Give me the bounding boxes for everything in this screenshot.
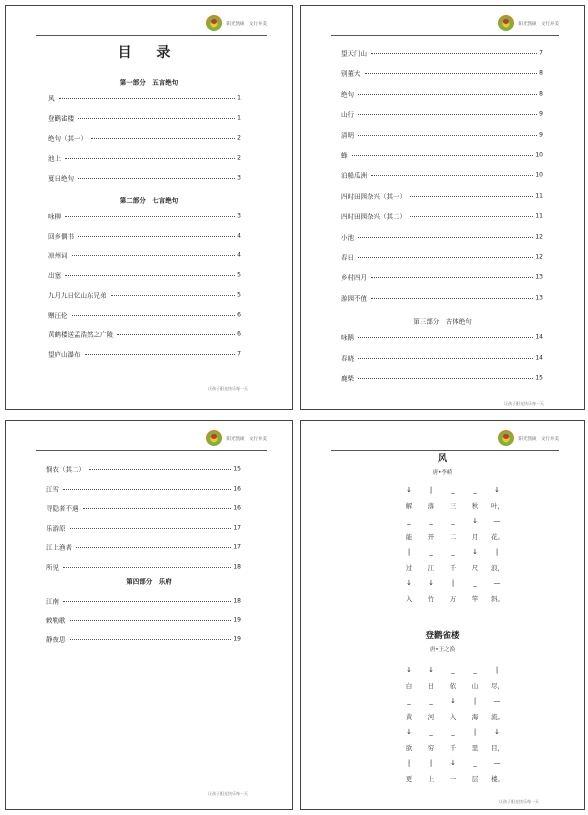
section-heading: 第三部分 古体绝句 xyxy=(413,317,472,326)
dot-leader xyxy=(365,73,538,74)
poem-character: 入 xyxy=(449,713,457,721)
tone-mark: _ xyxy=(451,548,455,556)
dot-leader xyxy=(65,275,235,276)
tone-mark: ↓ xyxy=(428,579,434,587)
poem-character: 一 xyxy=(449,775,457,783)
poem-character: 三 xyxy=(449,502,457,510)
toc-entry-title: 所见 xyxy=(46,563,59,571)
dot-leader xyxy=(410,196,533,197)
toc-entry-page: 1 xyxy=(237,114,241,122)
toc-page-3 xyxy=(5,420,293,810)
tone-mark: | xyxy=(473,728,477,736)
tone-mark: _ xyxy=(473,579,477,587)
tone-mark: — xyxy=(493,697,501,705)
poem-character: 落 xyxy=(427,502,435,510)
toc-entry-title: 别董大 xyxy=(341,69,361,78)
toc-entry-title: 春日 xyxy=(341,253,354,262)
poem-character: 叶， xyxy=(491,502,504,510)
toc-entry-title: 咏鹅 xyxy=(341,333,354,342)
tone-mark: | xyxy=(407,548,411,556)
poem-character: 江 xyxy=(427,564,435,572)
poem-character: 河 xyxy=(427,713,435,721)
toc-entry-title: 回乡偶书 xyxy=(48,232,74,241)
toc-entry-title: 鹿柴 xyxy=(341,374,354,383)
sun-logo-icon xyxy=(206,15,222,31)
sun-logo-icon xyxy=(498,15,514,31)
dot-leader xyxy=(78,236,235,237)
poem-page xyxy=(300,420,585,810)
poem-character: 斜。 xyxy=(491,595,504,603)
poem-title: 登鹳雀楼 xyxy=(425,631,460,641)
toc-entry-title: 咏柳 xyxy=(48,212,61,221)
poem-character: 过 xyxy=(405,564,413,572)
toc-entry-page: 4 xyxy=(237,251,241,259)
dot-leader xyxy=(371,175,533,176)
toc-entry-title: 四时田园杂兴（其一） xyxy=(341,192,406,201)
tone-mark: _ xyxy=(473,666,477,674)
page-footer: 让孩子阳光快乐每一天 xyxy=(208,386,248,391)
dot-leader xyxy=(358,358,533,359)
poem-character: 层 xyxy=(471,775,479,783)
toc-entry-page: 5 xyxy=(237,291,241,299)
tone-mark: — xyxy=(493,759,501,767)
tone-mark: _ xyxy=(451,728,455,736)
dot-leader xyxy=(358,135,537,136)
dot-leader xyxy=(63,489,231,490)
toc-entry-title: 望天门山 xyxy=(341,49,367,58)
toc-entry-title: 蜂 xyxy=(341,151,348,160)
toc-entry-page: 10 xyxy=(535,151,543,159)
dot-leader xyxy=(358,114,537,115)
toc-entry-page: 9 xyxy=(539,110,543,118)
toc-entry-title: 赠汪伦 xyxy=(48,311,68,319)
poem-character: 里 xyxy=(471,744,479,752)
toc-entry-title: 游园不值 xyxy=(341,294,367,303)
tone-mark: ↓ xyxy=(428,666,434,674)
dot-leader xyxy=(371,277,533,278)
dot-leader xyxy=(72,255,236,256)
poem-character: 万 xyxy=(449,595,457,603)
toc-entry-page: 13 xyxy=(535,294,543,302)
toc-entry-page: 14 xyxy=(535,354,543,361)
toc-entry-page: 8 xyxy=(539,69,543,77)
dot-leader xyxy=(72,315,236,316)
section-heading: 第四部分 乐府 xyxy=(126,577,172,586)
tone-mark: | xyxy=(473,697,477,705)
toc-entry-page: 13 xyxy=(535,273,543,281)
toc-entry-title: 九月九日忆山东兄弟 xyxy=(48,291,107,300)
page-header xyxy=(331,13,559,36)
dot-leader xyxy=(85,354,236,355)
toc-title: 目 录 xyxy=(117,45,181,61)
toc-entry-title: 四时田园杂兴（其二） xyxy=(341,212,406,221)
poem-character: 入 xyxy=(405,595,413,603)
toc-entry-title: 悯农（其二） xyxy=(46,465,85,474)
toc-entry-title: 望庐山瀑布 xyxy=(48,350,81,359)
poem-character: 开 xyxy=(427,533,435,541)
tone-mark: ↓ xyxy=(406,666,412,674)
toc-entry-page: 18 xyxy=(233,563,241,570)
tone-mark: ↓ xyxy=(450,697,456,705)
poem-character: 流。 xyxy=(491,713,504,721)
toc-entry-title: 静夜思 xyxy=(46,635,66,644)
toc-entry-page: 12 xyxy=(535,253,543,261)
section-heading: 第二部分 七言绝句 xyxy=(119,196,179,205)
toc-entry-title: 敕勒歌 xyxy=(46,616,66,625)
dot-leader xyxy=(89,469,231,470)
tone-mark: _ xyxy=(473,486,477,494)
header-brand: 阳光凯硕 文行并美 xyxy=(226,22,267,27)
toc-entry-page: 16 xyxy=(233,504,241,512)
toc-entry-title: 乡村四月 xyxy=(341,273,367,282)
tone-mark: ↓ xyxy=(472,548,478,556)
poem-character: 花。 xyxy=(491,533,504,541)
poem-character: 日 xyxy=(427,682,435,690)
toc-entry-title: 小池 xyxy=(341,233,354,242)
dot-leader xyxy=(352,155,534,156)
dot-leader xyxy=(63,601,231,602)
dot-leader xyxy=(358,94,537,95)
toc-entry-page: 15 xyxy=(233,465,241,473)
toc-entry-title: 乐游原 xyxy=(46,524,66,532)
dot-leader xyxy=(63,567,231,568)
poem-author: 唐•李峤 xyxy=(432,470,453,476)
poem-character: 月 xyxy=(471,533,479,541)
toc-entry-title: 夏日绝句 xyxy=(48,174,74,183)
toc-entry-page: 5 xyxy=(237,271,241,279)
dot-leader xyxy=(70,620,232,621)
header-brand: 阳光凯硕 文行并美 xyxy=(518,437,559,442)
sun-logo-icon xyxy=(206,430,222,446)
dot-leader xyxy=(70,639,232,640)
header-brand: 阳光凯硕 文行并美 xyxy=(226,437,267,442)
dot-leader xyxy=(371,298,533,299)
tone-mark: _ xyxy=(473,759,477,767)
poem-character: 千 xyxy=(449,744,457,752)
toc-entry-title: 绝句 xyxy=(341,90,354,99)
toc-entry-page: 6 xyxy=(237,311,241,318)
poem-character: 黄 xyxy=(405,713,413,721)
toc-entry-page: 11 xyxy=(535,192,543,200)
dot-leader xyxy=(111,295,236,296)
toc-entry-page: 6 xyxy=(237,330,241,338)
toc-entry-title: 登鹳雀楼 xyxy=(48,114,74,123)
page-footer: 让孩子阳光快乐每一天 xyxy=(499,799,539,804)
toc-entry-title: 凉州词 xyxy=(48,251,68,260)
tone-mark: ↓ xyxy=(472,517,478,525)
toc-entry-page: 12 xyxy=(535,233,543,241)
section-heading: 第一部分 五言绝句 xyxy=(119,78,179,87)
toc-entry-title: 绝句（其一） xyxy=(48,134,87,143)
poem-character: 浪， xyxy=(491,564,504,572)
dot-leader xyxy=(358,237,533,238)
poem-character: 穷 xyxy=(427,744,435,752)
toc-entry-title: 江雪 xyxy=(46,485,59,493)
toc-entry-page: 17 xyxy=(233,543,241,551)
page-header xyxy=(36,13,267,36)
toc-entry-page: 15 xyxy=(535,374,543,382)
dot-leader xyxy=(70,528,232,529)
tone-mark: _ xyxy=(429,548,433,556)
toc-entry-page: 2 xyxy=(237,134,241,142)
poem-character: 尺 xyxy=(471,564,479,572)
toc-entry-page: 10 xyxy=(535,171,543,179)
toc-entry-title: 清明 xyxy=(341,131,354,140)
toc-entry-page: 17 xyxy=(233,524,241,531)
toc-entry-page: 3 xyxy=(237,212,241,220)
dot-leader xyxy=(358,257,533,258)
poem-character: 白 xyxy=(405,682,413,690)
tone-mark: _ xyxy=(451,517,455,525)
toc-entry-page: 4 xyxy=(237,232,241,240)
poem-character: 解 xyxy=(405,502,413,510)
poem-character: 依 xyxy=(449,682,457,690)
poem-title: 风 xyxy=(437,454,447,464)
toc-entry-page: 18 xyxy=(233,597,241,605)
tone-mark: — xyxy=(493,579,501,587)
tone-mark: ↓ xyxy=(450,759,456,767)
poem-character: 楼。 xyxy=(491,775,504,783)
dot-leader xyxy=(371,53,537,54)
poem-character: 秋 xyxy=(471,502,479,510)
dot-leader xyxy=(358,337,533,338)
toc-entry-page: 16 xyxy=(233,485,241,492)
tone-mark: | xyxy=(495,548,499,556)
dot-leader xyxy=(59,98,236,99)
toc-entry-title: 风 xyxy=(48,94,55,103)
tone-mark: | xyxy=(451,579,455,587)
page-footer: 让孩子阳光快乐每一天 xyxy=(504,401,544,406)
dot-leader xyxy=(65,158,235,159)
tone-mark: | xyxy=(495,666,499,674)
tone-mark: ↓ xyxy=(494,486,500,494)
toc-page-2 xyxy=(300,5,585,410)
poem-character: 尽， xyxy=(491,682,504,690)
poem-character: 目， xyxy=(491,744,504,752)
toc-entry-page: 7 xyxy=(237,350,241,358)
toc-entry-title: 黄鹤楼送孟浩然之广陵 xyxy=(48,330,113,339)
tone-mark: ↓ xyxy=(406,486,412,494)
toc-entry-title: 寻隐者不遇 xyxy=(46,504,79,513)
tone-mark: _ xyxy=(451,666,455,674)
dot-leader xyxy=(76,547,231,548)
dot-leader xyxy=(83,508,232,509)
dot-leader xyxy=(78,118,235,119)
header-brand: 阳光凯硕 文行并美 xyxy=(518,22,559,27)
toc-entry-page: 2 xyxy=(237,154,241,162)
toc-entry-page: 19 xyxy=(233,616,241,624)
sun-logo-icon xyxy=(498,430,514,446)
tone-mark: | xyxy=(429,759,433,767)
poem-character: 上 xyxy=(427,775,435,783)
toc-entry-page: 8 xyxy=(539,90,543,98)
tone-mark: _ xyxy=(407,697,411,705)
dot-leader xyxy=(91,138,235,139)
poem-character: 能 xyxy=(405,533,413,541)
toc-entry-page: 14 xyxy=(535,333,543,341)
poem-character: 海 xyxy=(471,713,479,721)
page-header xyxy=(36,428,267,451)
tone-mark: | xyxy=(429,486,433,494)
poem-character: 山 xyxy=(471,682,479,690)
poem-character: 竿 xyxy=(471,595,479,603)
toc-entry-title: 池上 xyxy=(48,154,61,163)
poem-character: 二 xyxy=(449,533,457,541)
toc-page-1 xyxy=(5,5,293,410)
toc-entry-page: 7 xyxy=(539,49,543,57)
dot-leader xyxy=(117,334,235,335)
toc-entry-title: 山行 xyxy=(341,110,354,119)
tone-mark: _ xyxy=(429,697,433,705)
dot-leader xyxy=(410,216,533,217)
toc-entry-page: 1 xyxy=(237,94,241,102)
poem-character: 千 xyxy=(449,564,457,572)
toc-entry-title: 江上渔者 xyxy=(46,543,72,552)
tone-mark: _ xyxy=(429,728,433,736)
dot-leader xyxy=(65,216,235,217)
poem-character: 竹 xyxy=(427,595,435,603)
page-footer: 让孩子阳光快乐每一天 xyxy=(208,791,248,796)
tone-mark: ↓ xyxy=(406,728,412,736)
toc-entry-page: 3 xyxy=(237,174,241,182)
toc-entry-page: 9 xyxy=(539,131,543,139)
tone-mark: ↓ xyxy=(494,728,500,736)
poem-character: 欲 xyxy=(405,744,413,752)
poem-character: 更 xyxy=(405,775,413,783)
dot-leader xyxy=(78,178,235,179)
page-header xyxy=(331,428,559,451)
tone-mark: _ xyxy=(451,486,455,494)
toc-entry-title: 出塞 xyxy=(48,271,61,280)
toc-entry-title: 泊船瓜洲 xyxy=(341,171,367,180)
dot-leader xyxy=(358,378,533,379)
toc-entry-page: 19 xyxy=(233,635,241,643)
tone-mark: _ xyxy=(407,517,411,525)
toc-entry-page: 11 xyxy=(535,212,543,220)
tone-mark: ↓ xyxy=(406,579,412,587)
tone-mark: — xyxy=(493,517,501,525)
poem-author: 唐•王之涣 xyxy=(429,647,456,653)
toc-entry-title: 江南 xyxy=(46,597,59,606)
tone-mark: | xyxy=(407,759,411,767)
toc-entry-title: 春晓 xyxy=(341,354,354,362)
tone-mark: _ xyxy=(429,517,433,525)
